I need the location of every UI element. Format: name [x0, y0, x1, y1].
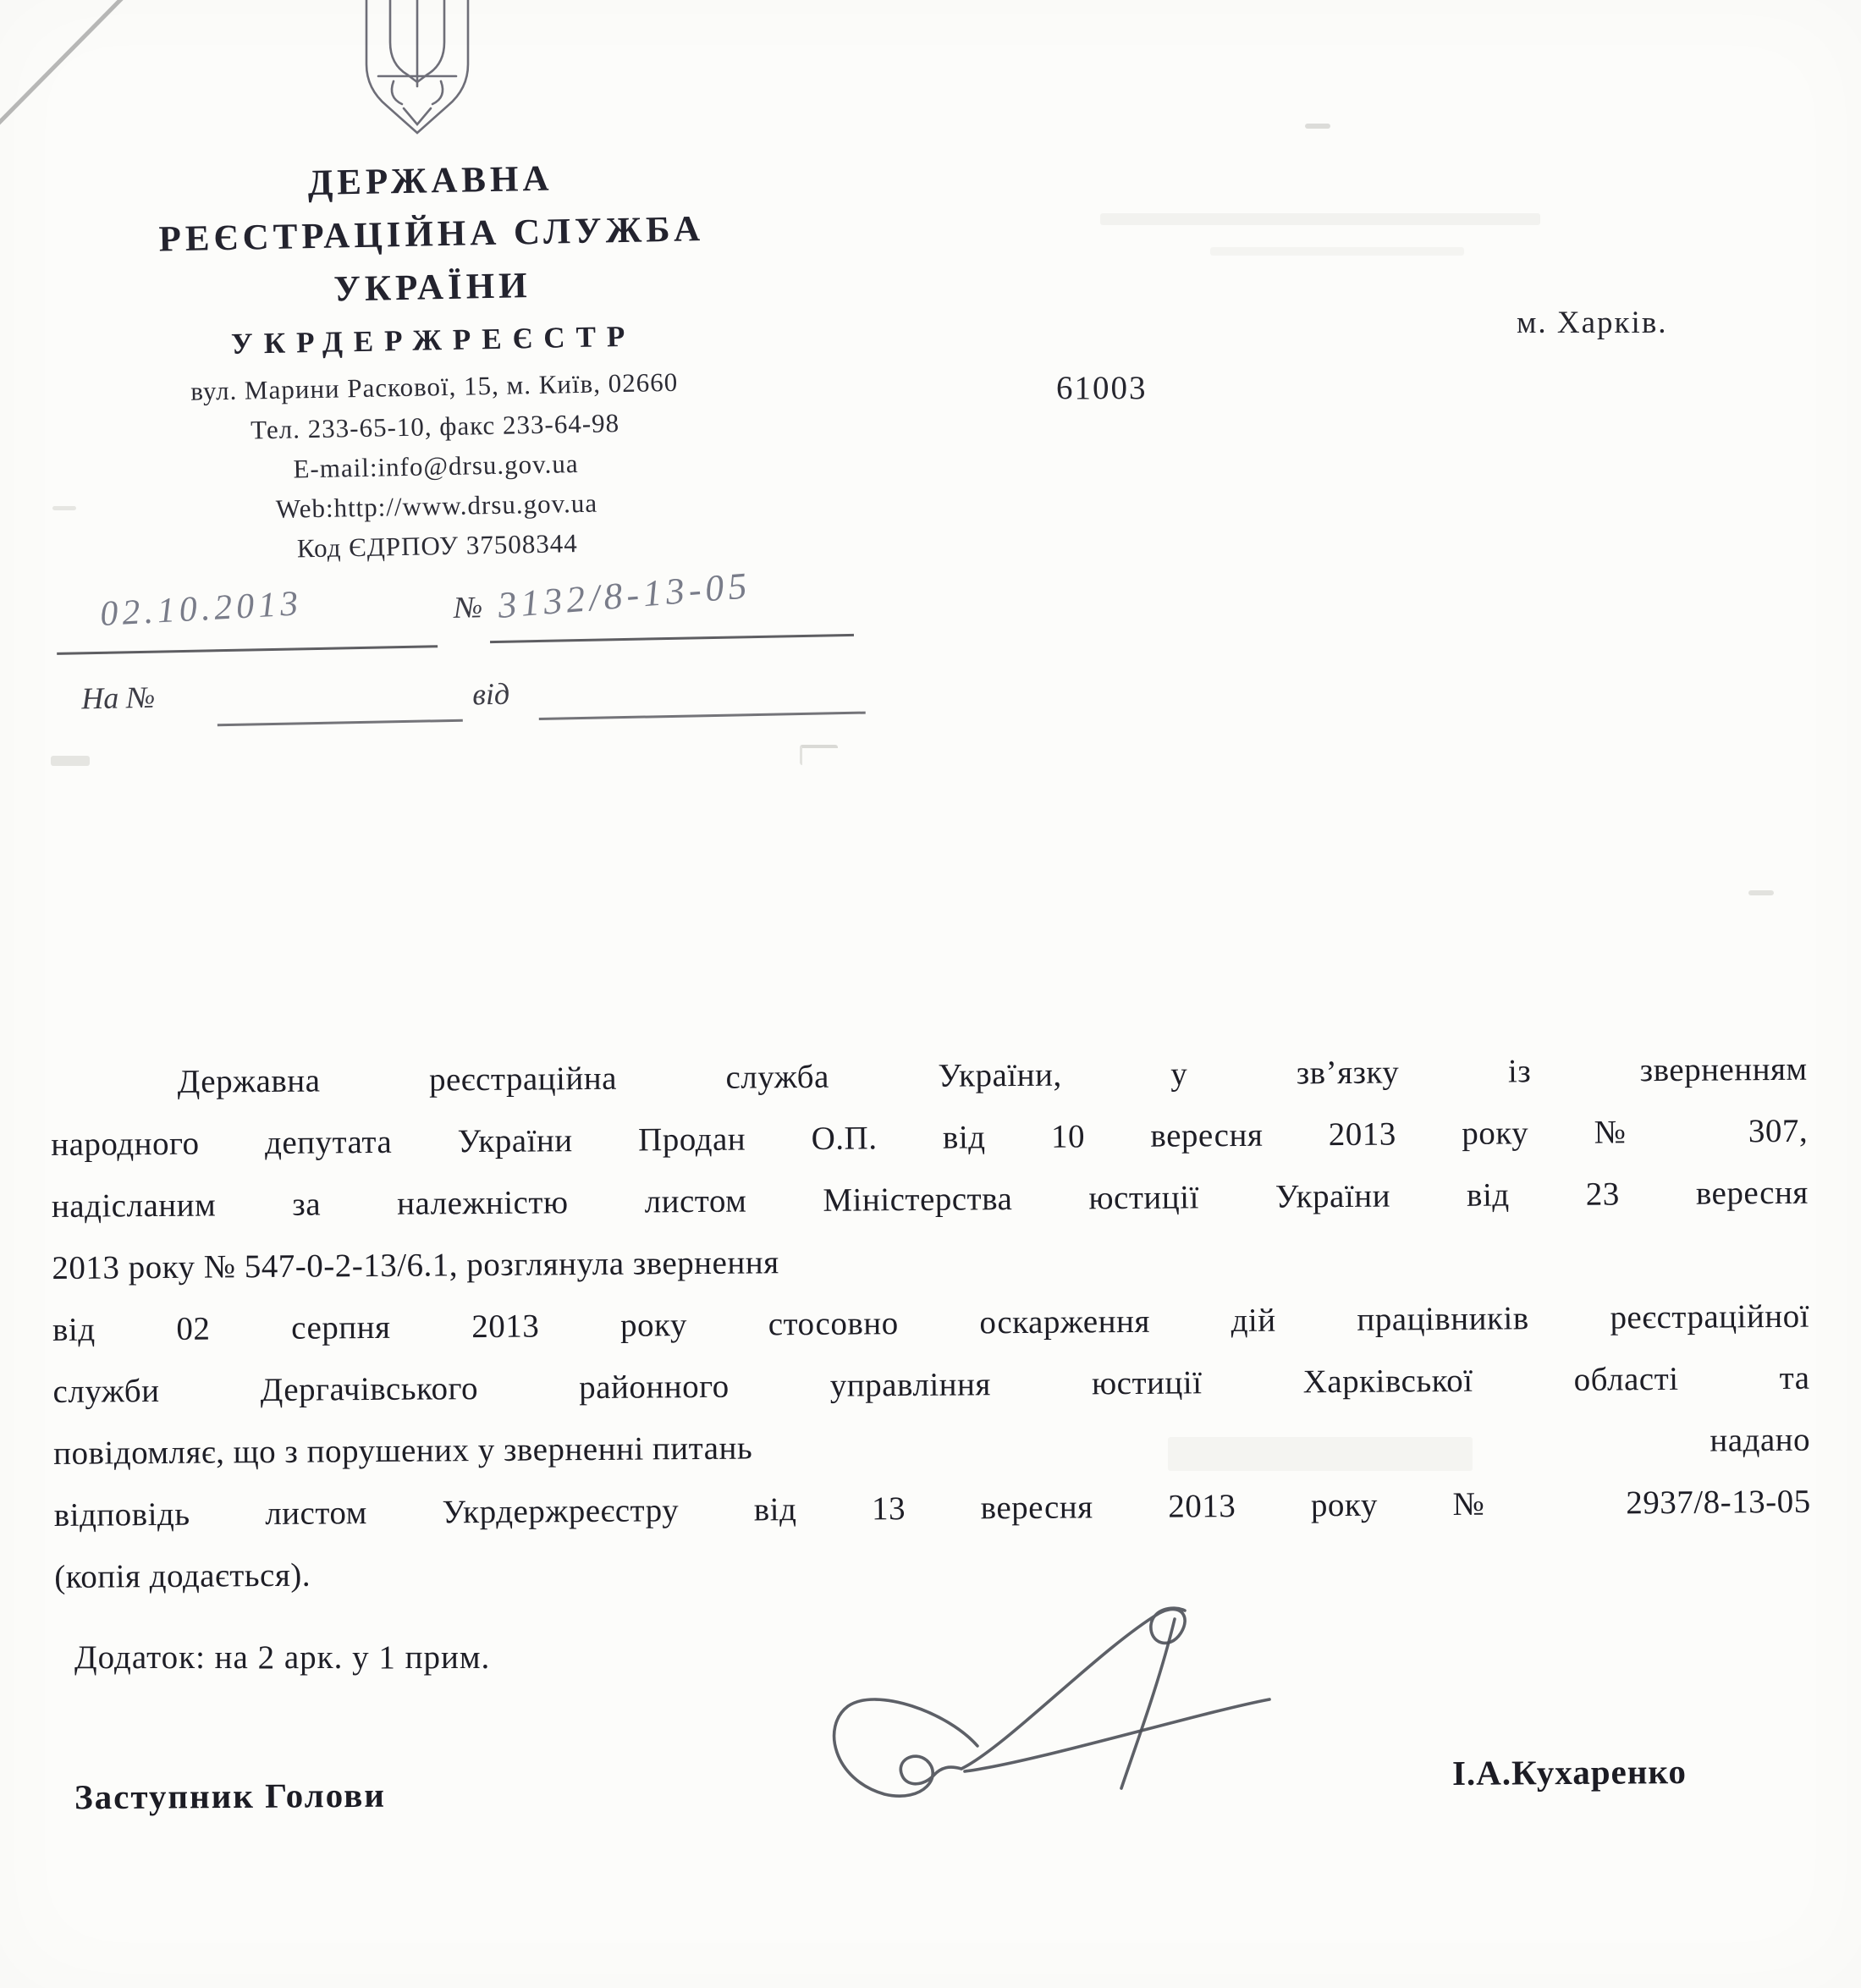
body-line: відповідь листом Укрдержреєстру від 13 вересня 2013 року № 2937/8-13-05 [53, 1483, 1811, 1534]
recipient-city: м. Харків. [1517, 306, 1668, 340]
signer-title: Заступник Голови [74, 1775, 387, 1817]
org-email: E-mail:info@drsu.gov.ua [293, 449, 579, 484]
body-line-right: надано [1710, 1421, 1811, 1459]
org-short-name: УКРДЕРЖРЕЄСТР [230, 319, 636, 361]
handwritten-date: 02.10.2013 [99, 584, 304, 635]
handwritten-signature [796, 1572, 1320, 1843]
reply-from-date-label: від [471, 676, 510, 712]
org-name-line2: РЕЄСТРАЦІЙНА СЛУЖБА [158, 209, 705, 260]
scan-artifact-smudge [1305, 124, 1330, 129]
recipient-postal-code: 61003 [1056, 370, 1148, 406]
date-underline [57, 645, 438, 655]
scan-artifact-smudge [1748, 890, 1774, 895]
scan-artifact-smudge [51, 756, 90, 766]
body-line: Державна реєстраційна служба України, у зв’язку із зверненням [177, 1050, 1808, 1100]
org-address: вул. Марини Раскової, 15, м. Київ, 02660 [190, 366, 679, 406]
signer-name: І.А.Кухаренко [1451, 1752, 1688, 1793]
body-line: 2013 року № 547-0-2-13/6.1, розглянула звернення [52, 1244, 779, 1287]
org-name-line1: ДЕРЖАВНА [307, 158, 553, 204]
attachment-note: Додаток: на 2 арк. у 1 прим. [74, 1639, 491, 1676]
letter-body [50, 1038, 1811, 1608]
reply-to-number-label: На № [80, 680, 156, 716]
scan-artifact-diagonal-line [0, 0, 144, 144]
body-line: народного депутата України Продан О.П. від 10 вересня 2013 року № 307, [51, 1112, 1809, 1164]
number-sign-label: № [453, 590, 483, 625]
reply-date-underline [539, 712, 866, 720]
number-underline [490, 634, 854, 643]
handwritten-number: 3132/8-13-05 [496, 564, 753, 626]
org-web: Web:http://www.drsu.gov.ua [275, 487, 598, 524]
org-phone: Тел. 233-65-10, факс 233-64-98 [250, 408, 620, 445]
body-line: служби Дергачівського районного управління юстиції Харківської області та [52, 1359, 1810, 1410]
body-line: (копія додається). [54, 1556, 311, 1595]
scan-artifact-whiteout [1100, 213, 1540, 225]
body-line: від 02 серпня 2013 року стосовно оскарження дій працівників реєстраційної [52, 1297, 1810, 1348]
reply-number-underline [217, 719, 463, 727]
org-name-line3: УКРАЇНИ [333, 266, 532, 310]
letterhead [41, 146, 856, 754]
org-edrpou: Код ЄДРПОУ 37508344 [296, 528, 579, 564]
scan-artifact-whiteout [1210, 247, 1464, 256]
body-line: надісланим за належністю листом Міністерства юстиції України від 23 вересня [51, 1174, 1809, 1225]
scan-artifact-corner-mark [800, 745, 838, 765]
coat-of-arms-trident-icon [354, 0, 481, 146]
body-line-left: повідомляє, що з порушених у зверненні питань [52, 1429, 753, 1472]
